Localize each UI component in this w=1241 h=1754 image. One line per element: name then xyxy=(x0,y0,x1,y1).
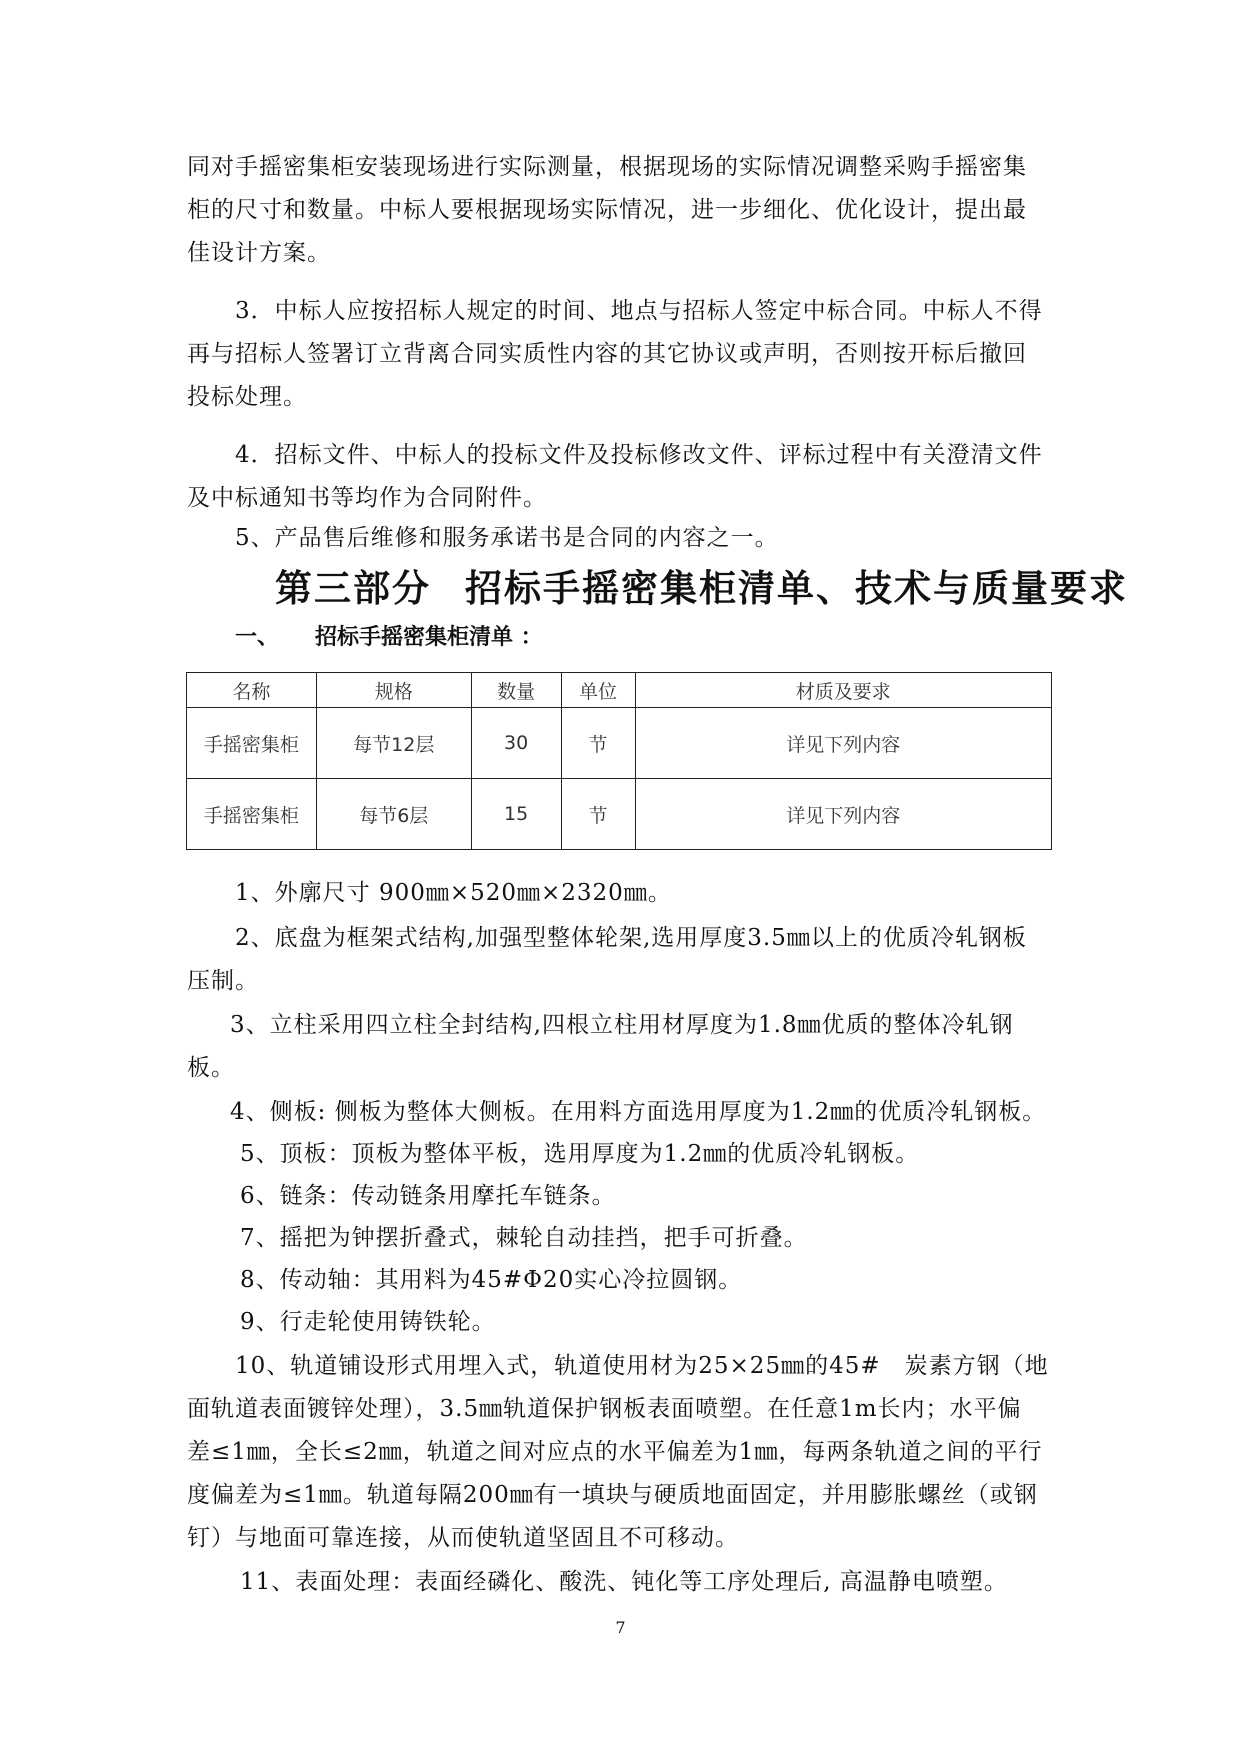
table-header-cell: 规格 xyxy=(316,673,471,708)
table-header-cell: 单位 xyxy=(561,673,635,708)
table-cell: 30 xyxy=(471,708,561,779)
table-header-cell: 数量 xyxy=(471,673,561,708)
subsection-heading xyxy=(235,620,543,651)
table-cell: 每节6层 xyxy=(316,779,471,850)
subsection-number: 一、 xyxy=(235,625,280,650)
requirement-6: 6、链条：传动链条用摩托车链条。 xyxy=(240,1183,616,1209)
clause-3-line-3: 投标处理。 xyxy=(187,384,307,410)
clause-4-line-2: 及中标通知书等均作为合同附件。 xyxy=(187,485,547,511)
table-row xyxy=(187,708,1052,779)
page-number: 7 xyxy=(615,1618,626,1637)
table-header-cell: 名称 xyxy=(187,673,317,708)
requirement-9: 9、行走轮使用铸铁轮。 xyxy=(240,1309,496,1335)
table-cell: 每节12层 xyxy=(316,708,471,779)
intro-line-2: 柜的尺寸和数量。中标人要根据现场实际情况，进一步细化、优化设计，提出最 xyxy=(187,197,1027,223)
requirement-7: 7、摇把为钟摆折叠式，棘轮自动挂挡，把手可折叠。 xyxy=(240,1225,808,1251)
intro-line-3: 佳设计方案。 xyxy=(187,240,331,266)
clause-4-line-1: 4．招标文件、中标人的投标文件及投标修改文件、评标过程中有关澄清文件 xyxy=(235,442,1043,468)
table-cell: 手摇密集柜 xyxy=(187,708,317,779)
section-heading xyxy=(275,558,1128,612)
clause-5-line-1: 5、产品售后维修和服务承诺书是合同的内容之一。 xyxy=(235,525,779,551)
clause-3-line-2: 再与招标人签署订立背离合同实质性内容的其它协议或声明，否则按开标后撤回 xyxy=(187,341,1027,367)
intro-line-1: 同对手摇密集柜安装现场进行实际测量，根据现场的实际情况调整采购手摇密集 xyxy=(187,154,1027,180)
requirement-11: 11、表面处理：表面经磷化、酸洗、钝化等工序处理后, 高温静电喷塑。 xyxy=(240,1569,1008,1595)
requirement-10-line-2: 面轨道表面镀锌处理），3.5㎜轨道保护钢板表面喷塑。在任意1m长内；水平偏 xyxy=(187,1396,1022,1422)
clause-3-line-1: 3．中标人应按招标人规定的时间、地点与招标人签定中标合同。中标人不得 xyxy=(235,298,1043,324)
table-cell: 详见下列内容 xyxy=(635,779,1052,850)
table-header-row xyxy=(187,673,1052,708)
cabinet-list-table xyxy=(186,672,1052,850)
requirement-1: 1、外廓尺寸 900㎜×520㎜×2320㎜。 xyxy=(235,880,672,906)
section-title: 招标手摇密集柜清单、技术与质量要求 xyxy=(465,567,1128,610)
table-cell: 节 xyxy=(561,708,635,779)
requirement-10-line-4: 度偏差为≤1㎜。轨道每隔200㎜有一填块与硬质地面固定，并用膨胀螺丝（或钢 xyxy=(187,1482,1038,1508)
requirement-3-line-2: 板。 xyxy=(187,1055,235,1081)
section-part: 第三部分 xyxy=(275,567,431,610)
requirement-2-line-2: 压制。 xyxy=(187,968,259,994)
table-header-cell: 材质及要求 xyxy=(635,673,1052,708)
requirement-8: 8、传动轴：其用料为45#Φ20实心冷拉圆钢。 xyxy=(240,1267,743,1293)
subsection-title: 招标手摇密集柜清单 ： xyxy=(315,625,543,650)
table-cell: 手摇密集柜 xyxy=(187,779,317,850)
table-cell: 节 xyxy=(561,779,635,850)
requirement-3-line-1: 3、立柱采用四立柱全封结构,四根立柱用材厚度为1.8㎜优质的整体冷轧钢 xyxy=(230,1012,1014,1038)
table-cell: 详见下列内容 xyxy=(635,708,1052,779)
requirement-10-line-5: 钉）与地面可靠连接，从而使轨道坚固且不可移动。 xyxy=(187,1525,739,1551)
table-cell: 15 xyxy=(471,779,561,850)
requirement-10-line-3: 差≤1㎜，全长≤2㎜，轨道之间对应点的水平偏差为1㎜，每两条轨道之间的平行 xyxy=(187,1439,1043,1465)
requirement-5: 5、顶板：顶板为整体平板，选用厚度为1.2㎜的优质冷轧钢板。 xyxy=(240,1141,920,1167)
requirement-2-line-1: 2、底盘为框架式结构,加强型整体轮架,选用厚度3.5㎜以上的优质冷轧钢板 xyxy=(235,925,1027,951)
requirement-4: 4、侧板: 侧板为整体大侧板。在用料方面选用厚度为1.2㎜的优质冷轧钢板。 xyxy=(230,1099,1047,1125)
table-row xyxy=(187,779,1052,850)
requirement-10-line-1: 10、轨道铺设形式用埋入式，轨道使用材为25×25㎜的45# 炭素方钢（地 xyxy=(235,1353,1049,1379)
